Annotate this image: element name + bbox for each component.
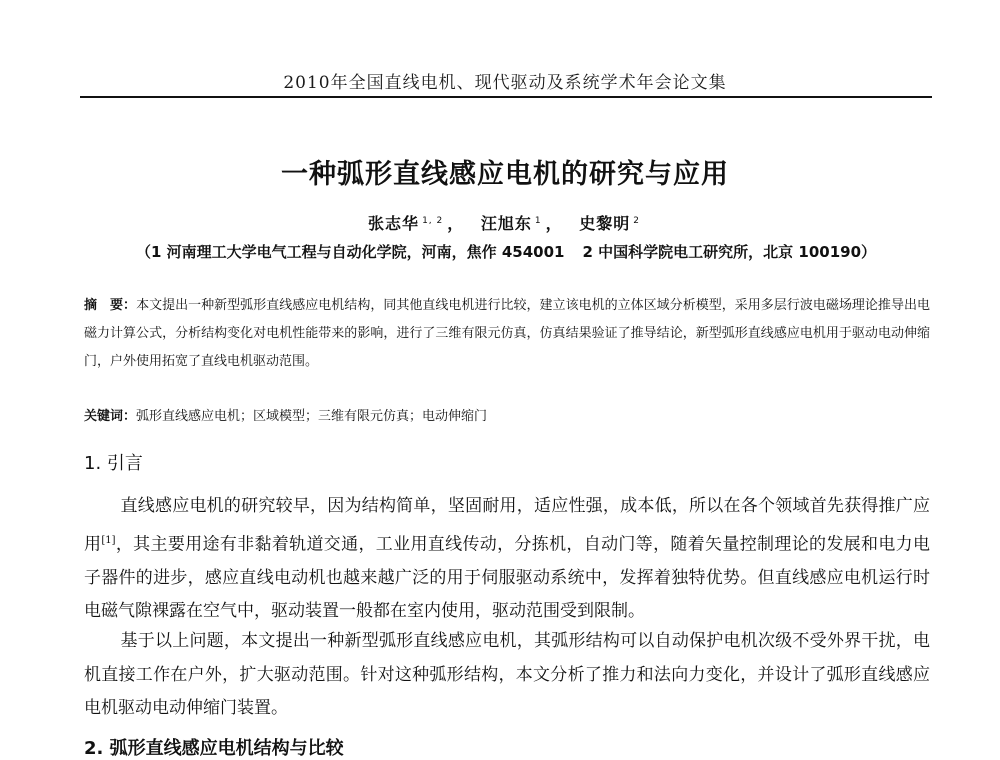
keywords-text: 弧形直线感应电机；区域模型；三维有限元仿真；电动伸缩门	[136, 409, 488, 424]
keywords	[84, 405, 930, 424]
author-affiliation-mark: 1, 2	[422, 215, 444, 226]
running-header: 2010年全国直线电机、现代驱动及系统学术年会论文集	[283, 73, 727, 93]
author-separator: ，	[545, 214, 563, 233]
affiliation-1: （1 河南理工大学电气工程与自动化学院，河南，焦作 454001	[135, 243, 565, 261]
header-rule	[80, 96, 932, 98]
body-paragraph	[84, 490, 930, 629]
author-separator: ，	[447, 214, 465, 233]
abstract-text: 本文提出一种新型弧形直线感应电机结构，同其他直线电机进行比较，建立该电机的立体区域分析模型，采用多层行波电磁场理论推导出电磁力计算公式，分析结构变化对电机性能带来的影响，进行了三维有限元仿真，仿真结果验证了推导结论，新型弧形直线感应电机用于驱动电动伸缩门，户外使用拓宽了直线电机驱动范围。	[84, 298, 930, 369]
keywords-label: 关键词：	[84, 409, 137, 424]
affiliations	[80, 241, 932, 262]
body-paragraph: 基于以上问题，本文提出一种新型弧形直线感应电机，其弧形结构可以自动保护电机次级不受外界干扰，电机直接工作在户外，扩大驱动范围。针对这种弧形结构，本文分析了推力和法向力变化，并设计了弧形直线感应电机驱动电动伸缩门装置。	[84, 631, 930, 718]
section-heading-structure: 2. 弧形直线感应电机结构与比较	[84, 738, 344, 759]
author-name: 汪旭东	[480, 214, 532, 233]
affiliation-2: 2 中国科学院电工研究所，北京 100190）	[582, 243, 877, 261]
abstract-label: 摘 要：	[84, 298, 137, 313]
section-heading-introduction: 1. 引言	[84, 453, 143, 474]
paragraph-text: 直线感应电机的研究较早，因为结构简单，坚固耐用，适应性强，成本低，所以在各个领域首先获得推广应用	[84, 496, 930, 555]
paper-title: 一种弧形直线感应电机的研究与应用	[281, 159, 729, 190]
author-name: 史黎明	[579, 214, 631, 233]
author-affiliation-mark: 1	[534, 215, 542, 226]
paragraph-text: ，其主要用途有非黏着轨道交通，工业用直线传动，分拣机，自动门等，随着矢量控制理论的发展和电力电子器件的进步，感应直线电动机也越来越广泛的用于伺服驱动系统中，发挥着独特优势。但直线感应电机运行时电磁气隙裸露在空气中，驱动装置一般都在室内使用，驱动范围受到限制。	[84, 534, 931, 622]
citation-ref: [1]	[101, 534, 116, 546]
author-name: 张志华	[368, 214, 420, 233]
author-affiliation-mark: 2	[633, 215, 640, 226]
abstract	[84, 292, 930, 376]
author-list	[80, 211, 930, 234]
